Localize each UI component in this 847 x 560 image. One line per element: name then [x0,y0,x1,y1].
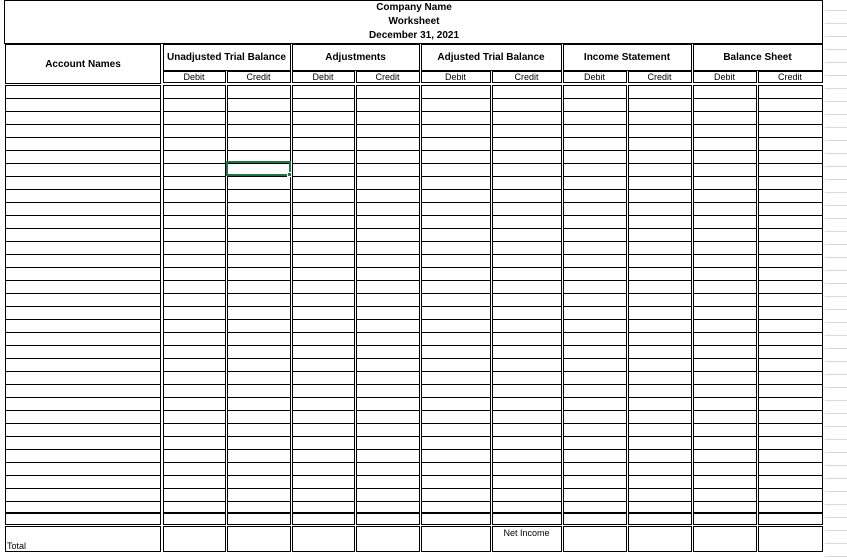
adjusted-credit-header: Credit [514,72,539,82]
amount-column [759,86,823,513]
footer-row-box [564,514,627,525]
group-header-unadjusted-trial-balance: Unadjusted Trial Balance [167,52,286,63]
total-row-box [759,527,823,552]
footer-row-box [228,514,291,525]
amount-column [357,86,420,513]
income-credit-header: Credit [647,72,672,82]
group-header-adjusted-trial-balance: Adjusted Trial Balance [437,52,545,63]
amount-column [564,86,627,513]
footer-row-box [629,514,692,525]
amount-column [629,86,692,513]
amount-column [293,86,355,513]
amount-column [422,86,491,513]
total-row-box [422,527,491,552]
fill-handle[interactable] [287,172,292,177]
amount-column [694,86,757,513]
total-row-box [293,527,355,552]
footer-row-box [164,514,226,525]
balance-debit-header: Debit [713,72,735,82]
total-row-box [357,527,420,552]
group-header-adjustments: Adjustments [325,52,386,63]
account-names-header: Account Names [45,58,121,70]
adjustments-credit-header: Credit [375,72,400,82]
total-row-box [629,527,692,552]
adjustments-debit-header: Debit [312,72,334,82]
amount-column [493,86,562,513]
amount-column [228,86,291,513]
worksheet-date: December 31, 2021 [368,30,460,41]
footer-row-box [293,514,355,525]
balance-credit-header: Credit [777,72,802,82]
worksheet-title: Worksheet [388,16,440,27]
footer-row-box [493,514,562,525]
total-row-box [564,527,627,552]
selected-cell[interactable] [226,161,291,176]
footer-row-box [357,514,420,525]
unadjusted-credit-header: Credit [246,72,271,82]
adjusted-debit-header: Debit [444,72,466,82]
total-row-box [228,527,291,552]
total-row-box [164,527,226,552]
company-name: Company Name [376,2,452,13]
group-header-balance-sheet: Balance Sheet [723,52,792,63]
total-row-box [6,527,161,552]
footer-row-box [422,514,491,525]
income-debit-header: Debit [583,72,605,82]
total-row-box [694,527,757,552]
account-names-column [6,86,161,513]
footer-row-box [6,514,161,525]
group-header-income-statement: Income Statement [583,52,671,63]
footer-row-box [759,514,823,525]
total-label: Total [7,541,27,551]
amount-column [164,86,226,513]
unadjusted-debit-header: Debit [183,72,205,82]
net-income-label: Net Income [503,528,550,538]
footer-row-box [694,514,757,525]
